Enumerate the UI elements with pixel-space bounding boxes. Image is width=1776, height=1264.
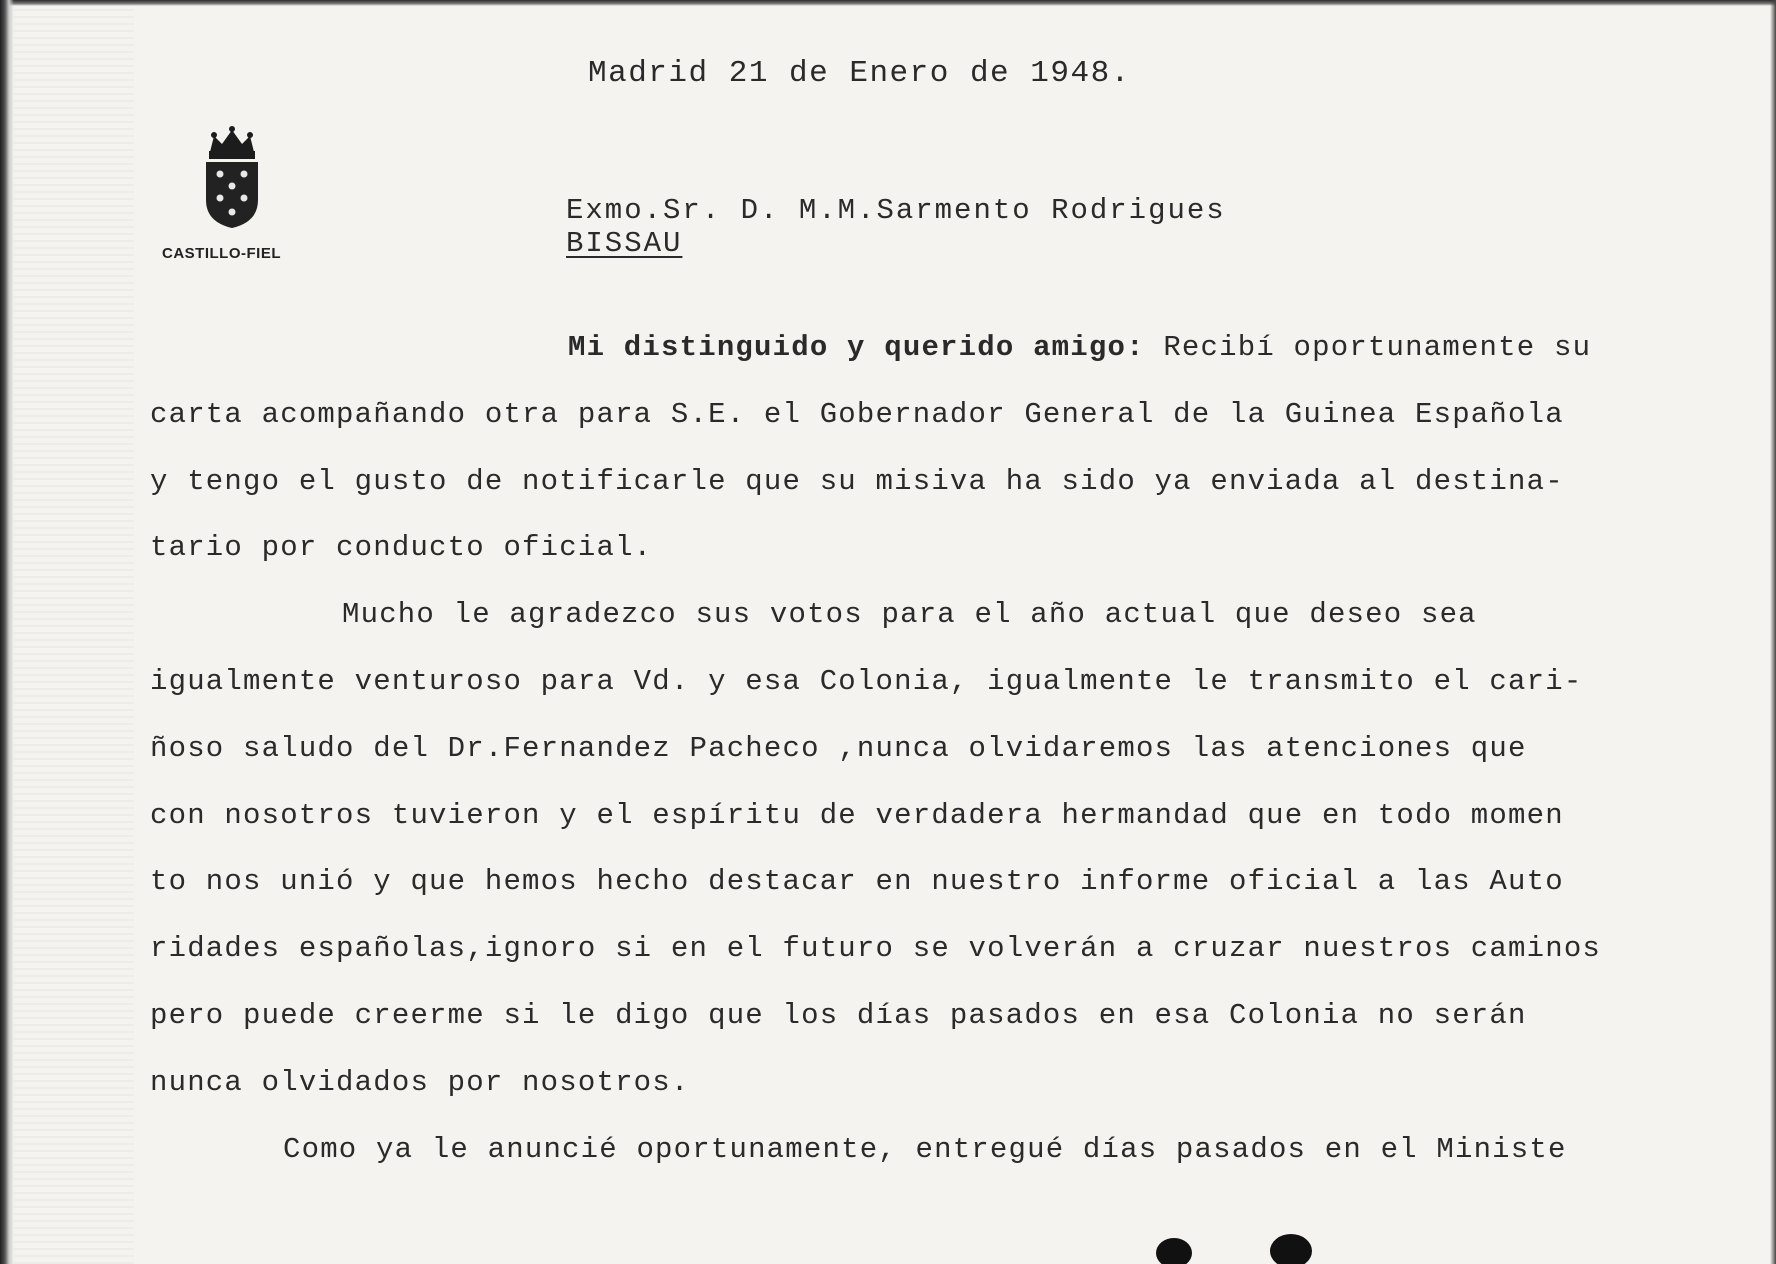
scan-noise xyxy=(14,0,134,1264)
scan-edge-top xyxy=(0,0,1776,6)
body-line: ñoso saludo del Dr.Fernandez Pacheco ,nunca olvidaremos las atenciones que xyxy=(150,731,1527,765)
body-line: igualmente venturoso para Vd. y esa Colonia, igualmente le transmito el cari- xyxy=(150,664,1583,698)
body-line: Mucho le agradezco sus votos para el año actual que deseo sea xyxy=(342,598,1477,632)
body-line: Como ya le anuncié oportunamente, entregué días pasados en el Ministe xyxy=(283,1132,1567,1166)
letter-date: Madrid 21 de Enero de 1948. xyxy=(588,56,1131,91)
letterhead-brand: CASTILLO-FIEL xyxy=(162,245,281,262)
body-line: ridades españolas,ignoro si en el futuro se volverán a cruzar nuestros caminos xyxy=(150,932,1602,966)
body-line: nunca olvidados por nosotros. xyxy=(150,1065,690,1099)
body-text: Recibí oportunamente su xyxy=(1163,331,1592,364)
addressee-city: BISSAU xyxy=(566,227,683,260)
ink-smudge xyxy=(1270,1234,1312,1264)
coat-of-arms-icon xyxy=(200,122,264,230)
salutation: Mi distinguido y querido amigo: xyxy=(568,331,1145,364)
body-line xyxy=(150,328,1710,395)
letter-body xyxy=(150,328,1710,1196)
addressee: Exmo.Sr. D. M.M.Sarmento Rodrigues xyxy=(566,194,1226,227)
body-line: con nosotros tuvieron y el espíritu de verdadera hermandad que en todo momen xyxy=(150,798,1564,832)
body-line: tario por conducto oficial. xyxy=(150,531,653,565)
ink-smudge xyxy=(1156,1238,1192,1264)
body-line: pero puede creerme si le digo que los días pasados en esa Colonia no serán xyxy=(150,998,1527,1032)
body-line: to nos unió y que hemos hecho destacar en nuestro informe oficial a las Auto xyxy=(150,865,1564,899)
scan-edge-right xyxy=(1770,0,1776,1264)
body-line: y tengo el gusto de notificarle que su misiva ha sido ya enviada al destina- xyxy=(150,464,1564,498)
scan-edge-left xyxy=(0,0,14,1264)
body-line: carta acompañando otra para S.E. el Gobernador General de la Guinea Española xyxy=(150,397,1564,431)
